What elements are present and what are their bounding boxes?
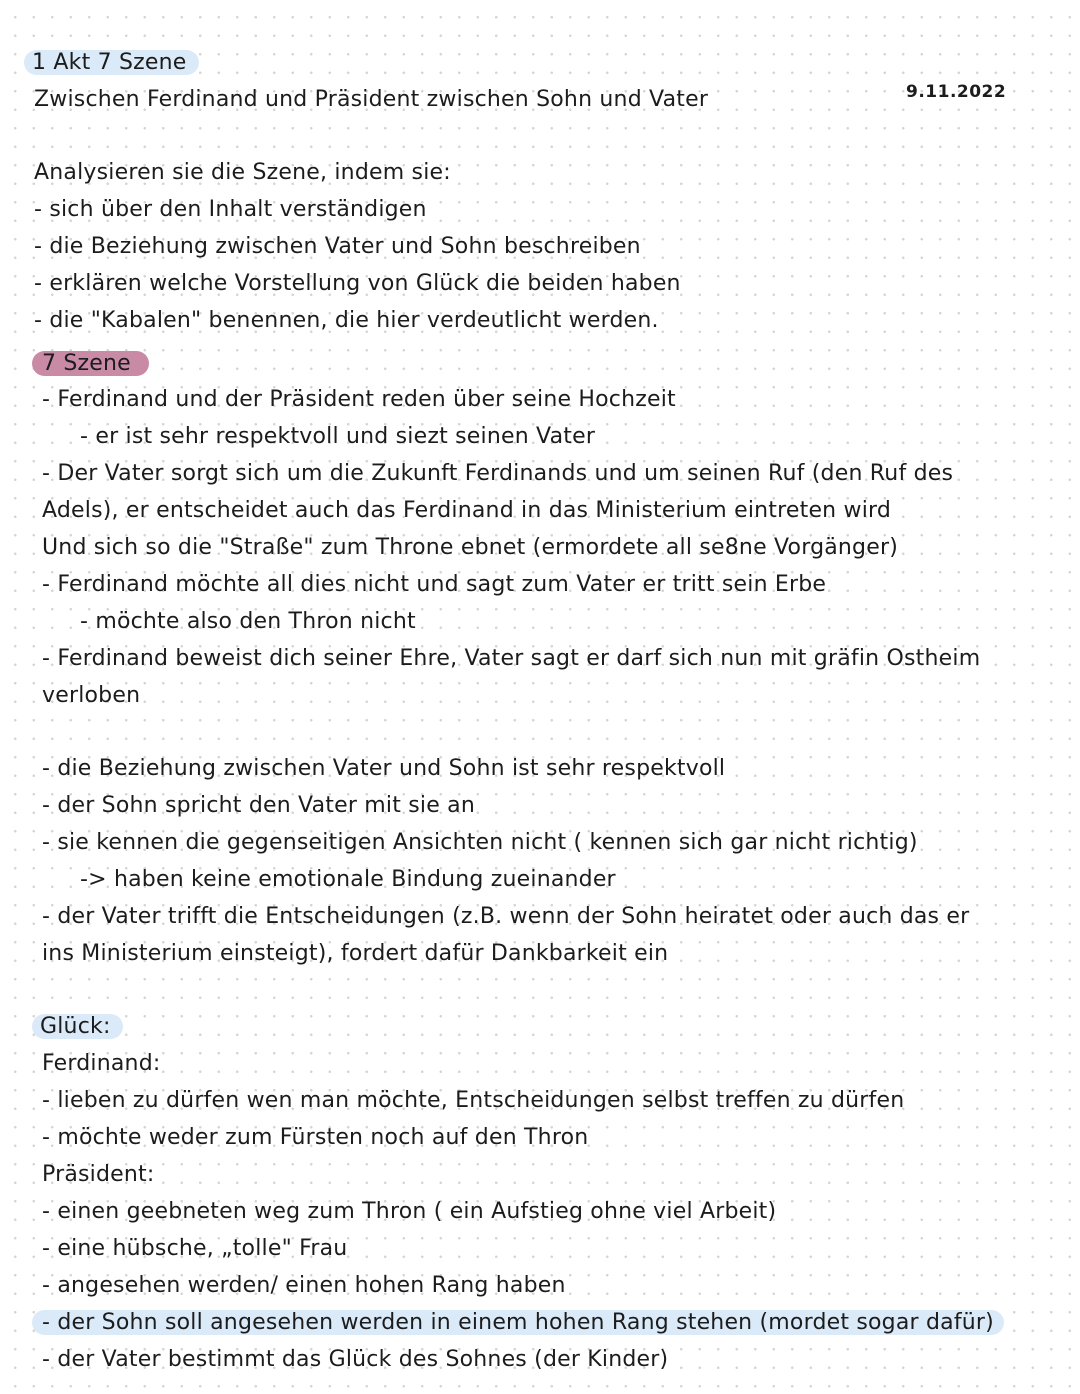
praesident-label: Präsident: — [42, 1162, 155, 1187]
relationship-line: - der Vater trifft die Entscheidungen (z.B. wenn der Sohn heiratet oder auch das er — [42, 904, 970, 929]
praesident-item: - der Vater bestimmt das Glück des Sohnes (der Kinder) — [42, 1347, 669, 1372]
scene-line: - Der Vater sorgt sich um die Zukunft Ferdinands und um seinen Ruf (den Ruf des — [42, 461, 954, 486]
task-item: - erklären welche Vorstellung von Glück die beiden haben — [34, 271, 681, 296]
praesident-item-highlighted: - der Sohn soll angesehen werden in einem hohen Rang stehen (mordet sogar dafür) — [32, 1308, 1004, 1338]
relationship-line: -> haben keine emotionale Bindung zueinander — [80, 867, 616, 892]
glueck-heading: Glück: — [32, 1012, 123, 1042]
scene-heading: 7 Szene — [32, 349, 149, 379]
scene-line: Adels), er entscheidet auch das Ferdinand in das Ministerium eintreten wird — [42, 498, 892, 523]
praesident-item: - angesehen werden/ einen hohen Rang haben — [42, 1273, 566, 1298]
ferdinand-item: - lieben zu dürfen wen man möchte, Entscheidungen selbst treffen zu dürfen — [42, 1088, 905, 1113]
task-item: - sich über den Inhalt verständigen — [34, 197, 427, 222]
scene-line: - Ferdinand beweist dich seiner Ehre, Vater sagt er darf sich nun mit gräfin Ostheim — [42, 646, 981, 671]
scene-line: - Ferdinand und der Präsident reden über seine Hochzeit — [42, 387, 676, 412]
praesident-item: - eine hübsche, „tolle" Frau — [42, 1236, 348, 1261]
scene-line: - Ferdinand möchte all dies nicht und sagt zum Vater er tritt sein Erbe — [42, 572, 827, 597]
task-intro: Analysieren sie die Szene, indem sie: — [34, 160, 451, 185]
act-scene-heading: 1 Akt 7 Szene — [24, 48, 199, 78]
praesident-item: - einen geebneten weg zum Thron ( ein Aufstieg ohne viel Arbeit) — [42, 1199, 777, 1224]
relationship-line: - sie kennen die gegenseitigen Ansichten nicht ( kennen sich gar nicht richtig) — [42, 830, 918, 855]
date: 9.11.2022 — [906, 82, 1007, 102]
page-subtitle: Zwischen Ferdinand und Präsident zwischen Sohn und Vater — [34, 87, 709, 112]
scene-line: Und sich so die "Straße" zum Throne ebnet (ermordete all se8ne Vorgänger) — [42, 535, 898, 560]
ferdinand-item: - möchte weder zum Fürsten noch auf den Thron — [42, 1125, 589, 1150]
relationship-line: - die Beziehung zwischen Vater und Sohn ist sehr respektvoll — [42, 756, 726, 781]
scene-line: - er ist sehr respektvoll und siezt seinen Vater — [80, 424, 596, 449]
relationship-line: ins Ministerium einsteigt), fordert dafür Dankbarkeit ein — [42, 941, 669, 966]
scene-line: verloben — [42, 683, 141, 708]
relationship-line: - der Sohn spricht den Vater mit sie an — [42, 793, 475, 818]
ferdinand-label: Ferdinand: — [42, 1051, 161, 1076]
task-item: - die "Kabalen" benennen, die hier verdeutlicht werden. — [34, 308, 659, 333]
scene-line: - möchte also den Thron nicht — [80, 609, 416, 634]
task-item: - die Beziehung zwischen Vater und Sohn beschreiben — [34, 234, 641, 259]
